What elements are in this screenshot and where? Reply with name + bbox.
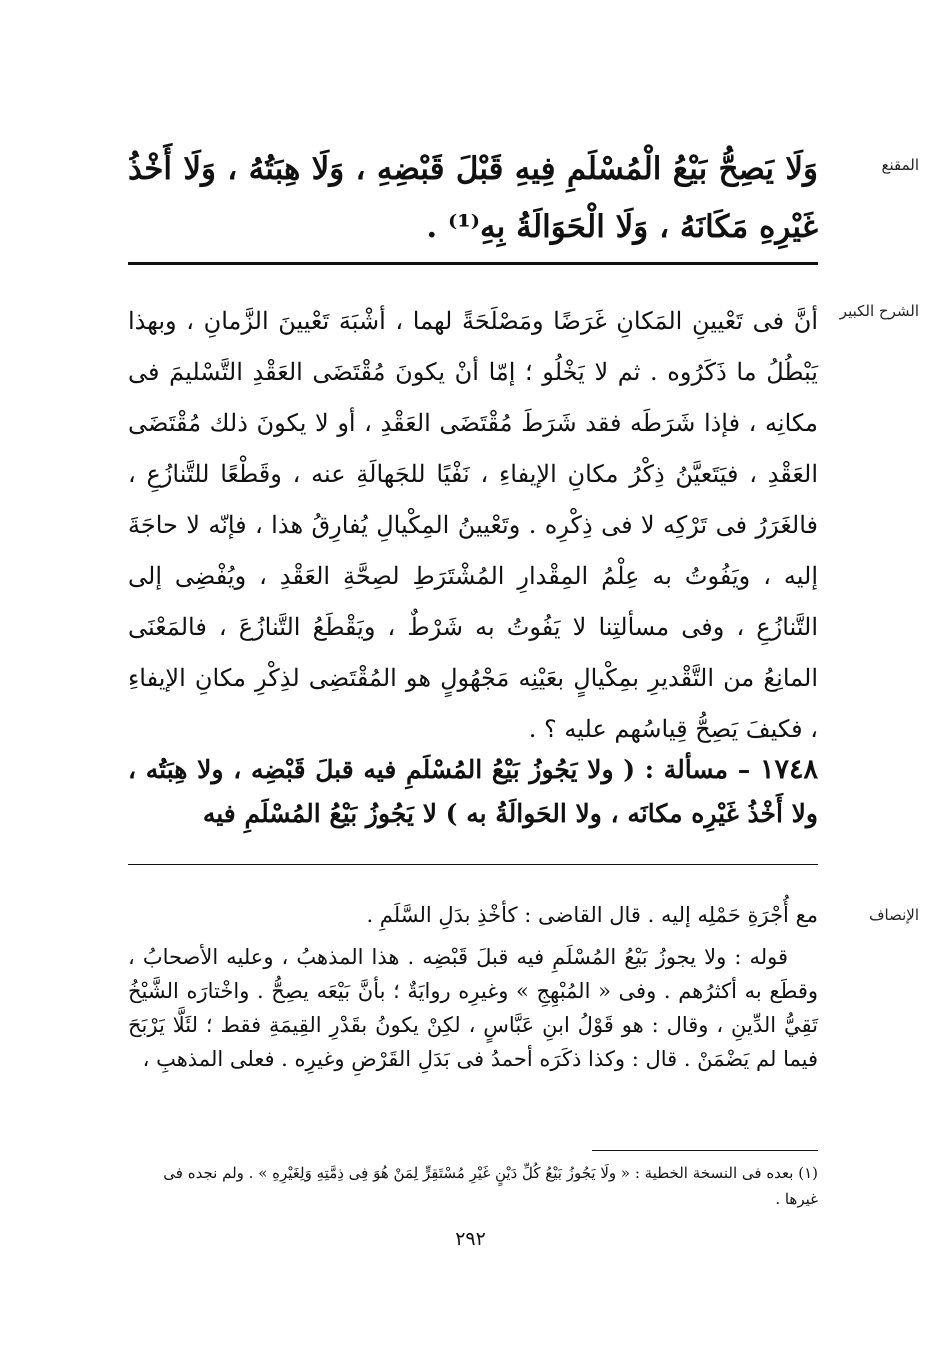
masala-text: – مسألة : ( ولا يَجُوزُ بَيْعُ المُسْلَمِ فيه قبلَ قَبْضِه ، ولا هِبَتُه ، ولا أَخْذُ غَيْرِه مكانَه ، ولا الحَوالَةُ به ) لا يَجُوزُ بَيْعُ المُسْلَمِ فيه [128,755,818,828]
masala-paragraph [128,748,818,836]
footnote: (١) بعده فى النسخة الخطية : « ولَا يَجُوزُ بَيْعُ كُلِّ دَيْنٍ غَيْرِ مُسْتَقِرٍّ لِمَنْ هُوَ فِى ذِمَّتِهِ وَلِغَيْرِهِ » . ولم نجده فى غيرها . [163,1164,818,1208]
insaf-text [128,898,818,1076]
footnote-divider [592,1150,818,1151]
section-divider-thick [128,262,818,265]
page-number: ٢٩٢ [455,1228,486,1250]
label-insaf: الإنصاف [868,906,919,924]
sharh-text: أنَّ فى تَعْيينِ المَكانِ غَرَضًا ومَصْلَحَةً لهما ، أشْبَهَ تَعْيينَ الزَّمانِ ، وبهذا يَبْطُلُ ما ذَكَرُوه . ثم لا يَخْلُو ؛ إمّا أنْ يكونَ مُقْتَضَى العَقْدِ التَّسْليمَ فى مكانِه ، فإذا شَرَطَه فقد شَرَطَ مُقْتَضَى العَقْدِ ، أو لا يكونَ ذلك مُقْتَضَى العَقْدِ ، فيَتَعيَّنُ ذِكْرُ مكانِ الإيفاءِ ، نَفْيًا للجَهالَةِ عنه ، وقَطْعًا للتَّنازُعِ ، فالغَرَرُ فى تَرْكِه لا فى ذِكْرِه . وتَعْيينُ المِكْيالِ يُفارِقُ هذا ، فإنّه لا حاجَةَ إليه ، ويَفُوتُ به عِلْمُ المِقْدارِ المُشْتَرَطِ لصِحَّةِ العَقْدِ ، ويُفْضِى إلى التَّنازُعِ ، وفى مسألتِنا لا يَفُوتُ به شَرْطٌ ، ويَقْطَعُ التَّنازُعَ ، فالمَعْنَى المانِعُ من التَّقْديرِ بمِكْيالٍ بعَيْنِه مَجْهُولٍ هو المُقْتَضِى لذِكْرِ مكانِ الإيفاءِ ، فكيفَ يَصِحُّ قِياسُهم عليه ؟ . [128,307,818,743]
masala-number: ١٧٤٨ [759,754,818,785]
label-sharh: الشرح الكبير [839,302,919,320]
insaf-paragraph: قوله : ولا يجوزُ بَيْعُ المُسْلَمِ فيه قبلَ قَبْضِه . هذا المذهبُ ، وعليه الأصحابُ ، وقطَع به أكثرُهم . وفى « المُبْهِجِ » وغيرِه روايَةٌ ؛ بأنَّ بَيْعَه يصِحُّ . واخْتارَه الشَّيْخُ تَقِيُّ الدِّينِ ، وقال : هو قَوْلُ ابنِ عَبَّاسٍ ، لكِنْ يكونُ بقَدْرِ القِيمَةِ فقط ؛ لئَلَّا يَرْبَحَ فيما لم يَضْمَنْ . قال : وكذا ذكَرَه أحمدُ فى بَدَلِ القَرْضِ وغيرِه . فعلى المذهبِ ، [128,945,818,1071]
label-muqni: المقنع [881,156,919,174]
insaf-paragraph: مع أُجْرَةِ حَمْلِه إليه . قال القاضى : كأخْذِ بدَلِ السَّلَمِ . [366,903,818,927]
muqni-text: وَلَا يَصِحُّ بَيْعُ الْمُسْلَمِ فِيهِ قَبْلَ قَبْضِهِ ، وَلَا هِبَتُهُ ، وَلَا أَخْذُ غَيْرِهِ مَكَانَهُ ، وَلَا الْحَوَالَةُ بِهِ⁽¹⁾ . [128,151,818,245]
section-divider-thin [128,864,818,865]
